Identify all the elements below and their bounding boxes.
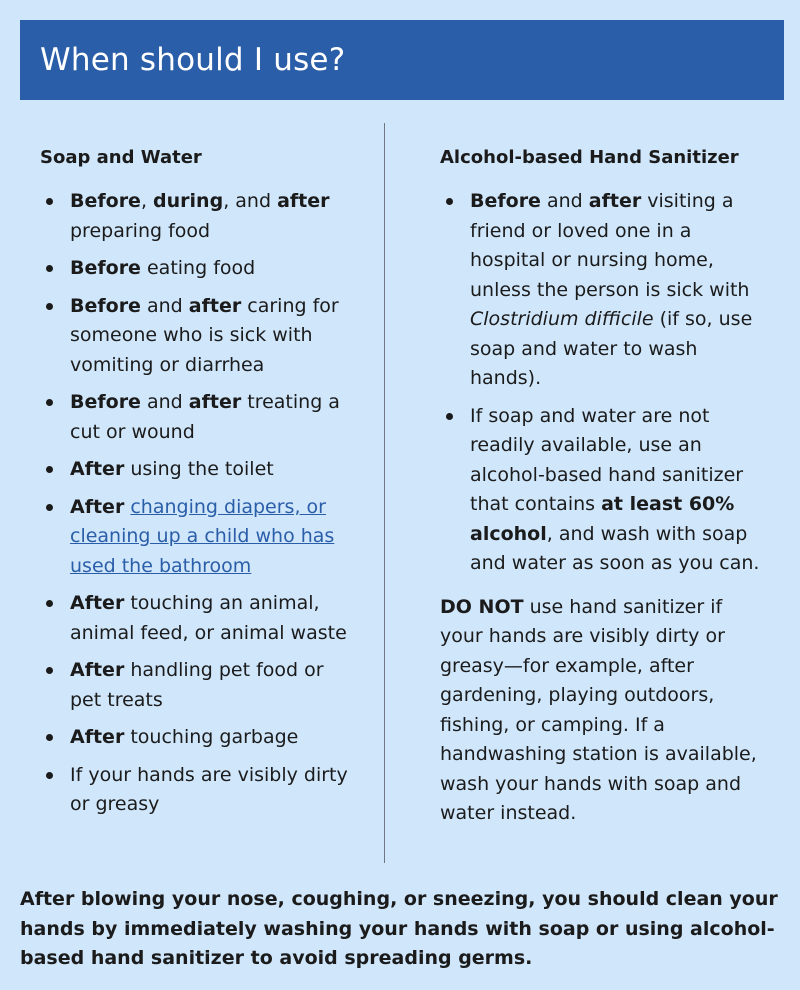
list-item: If your hands are visibly dirty or greasy (40, 761, 360, 820)
list-item: After handling pet food or pet treats (40, 656, 360, 715)
column-divider (384, 123, 385, 863)
hand-sanitizer-column (440, 145, 770, 829)
list-item: Before, during, and after preparing food (40, 187, 360, 246)
diapers-link[interactable]: changing diapers, or cleaning up a child who has used the bathroom (70, 495, 335, 577)
list-item: Before and after treating a cut or wound (40, 388, 360, 447)
soap-and-water-list (40, 187, 360, 820)
soap-and-water-heading: Soap and Water (40, 147, 202, 168)
list-item: After using the toilet (40, 455, 360, 485)
list-item: After touching garbage (40, 723, 360, 753)
soap-and-water-column (40, 145, 360, 828)
list-item: Before and after caring for someone who is sick with vomiting or diarrhea (40, 292, 360, 381)
do-not-note: DO NOT use hand sanitizer if your hands are visibly dirty or greasy—for example, after gardening, playing outdoors, fishing, or camping. If a handwashing station is available, wash your hands with soap and water instead. (440, 595, 757, 824)
hand-sanitizer-heading: Alcohol-based Hand Sanitizer (440, 147, 739, 168)
list-item: Before and after visiting a friend or loved one in a hospital or nursing home, unless the person is sick with Clostridium difficile (if so, use soap and water to wash hands). (440, 187, 770, 394)
title-banner (20, 20, 784, 100)
page-title: When should I use? (40, 42, 346, 78)
list-item: If soap and water are not readily available, use an alcohol-based hand sanitizer that contains at least 60% alcohol, and wash with soap and water as soon as you can. (440, 402, 770, 579)
footer-note: After blowing your nose, coughing, or sneezing, you should clean your hands by immediately washing your hands with soap or using alcohol-based hand sanitizer to avoid spreading germs. (20, 888, 778, 969)
hand-sanitizer-list (440, 187, 770, 579)
list-item: After changing diapers, or cleaning up a child who has used the bathroom (40, 493, 360, 582)
list-item: After touching an animal, animal feed, or animal waste (40, 589, 360, 648)
list-item: Before eating food (40, 254, 360, 284)
